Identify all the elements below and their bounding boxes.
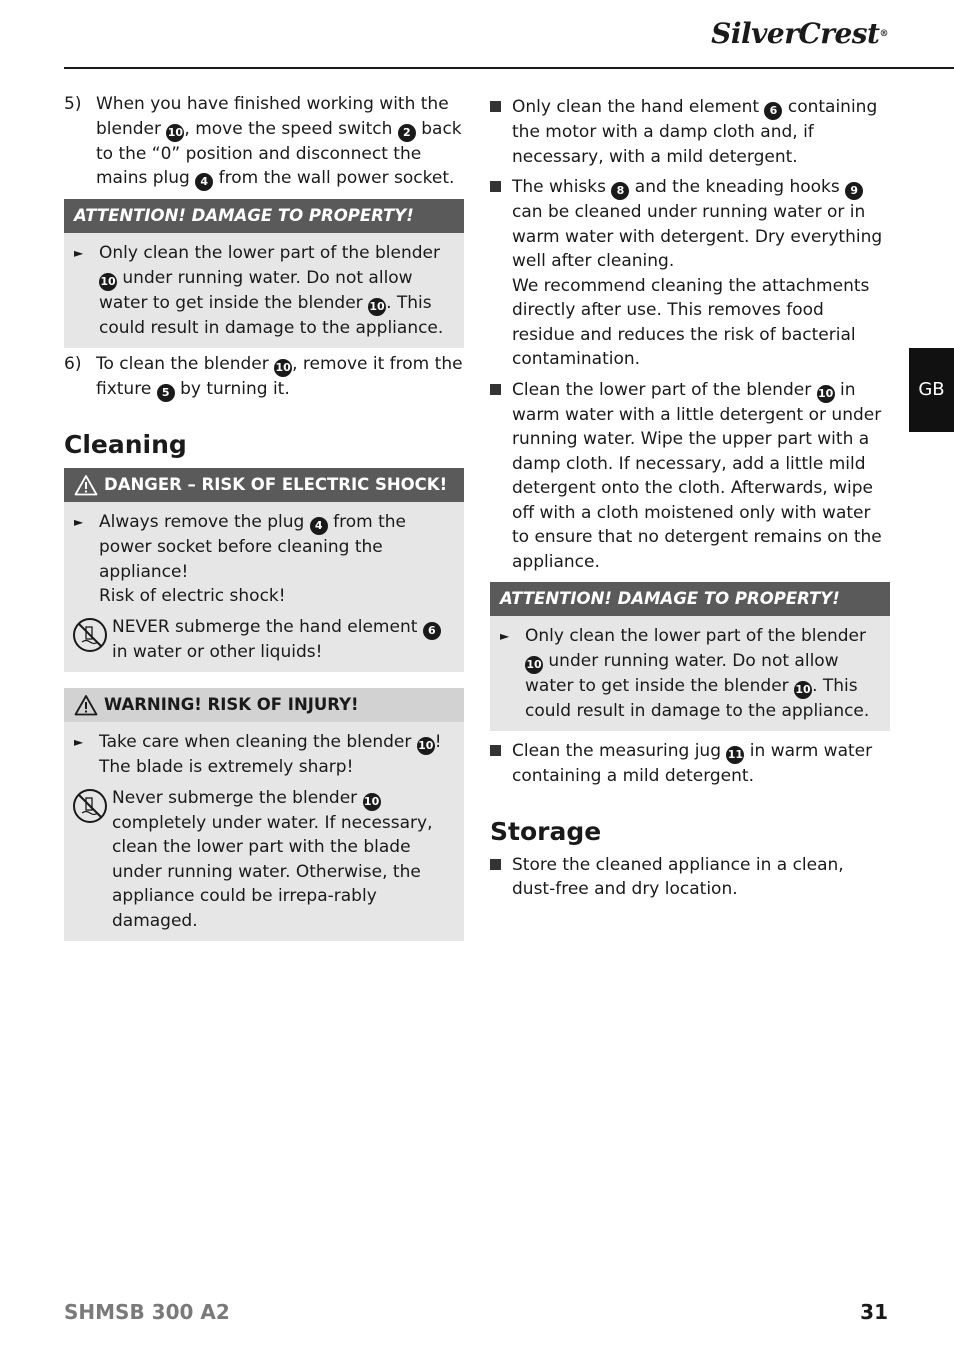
no-submerge-icon <box>72 615 112 665</box>
page-number: 31 <box>860 1300 888 1324</box>
square-bullet-icon <box>490 95 512 169</box>
danger-box <box>64 468 464 672</box>
warning-triangle-icon <box>74 474 98 496</box>
part-number-badge: 4 <box>195 173 213 191</box>
list-item: ► Only clean the lower part of the blender 10 under running water. Do not allow water to get inside the blender 10. This could result in damage to the appliance. <box>74 241 454 340</box>
arrow-bullet-icon: ► <box>74 735 84 749</box>
list-item: ► Always remove the plug 4 from the power socket before cleaning the appliance! Risk of electric shock! <box>74 510 454 609</box>
part-number-badge: 10 <box>166 124 184 142</box>
part-number-badge: 10 <box>363 793 381 811</box>
danger-title: DANGER – RISK OF ELECTRIC SHOCK! <box>64 468 464 502</box>
warning-box <box>64 688 464 941</box>
part-number-badge: 8 <box>611 182 629 200</box>
part-number-badge: 11 <box>726 746 744 764</box>
part-number-badge: 2 <box>398 124 416 142</box>
list-item: NEVER submerge the hand element 6 in water or other liquids! <box>74 615 454 665</box>
attention-box <box>64 199 464 348</box>
footer-model: SHMSB 300 A2 <box>64 1300 230 1324</box>
part-number-badge: 4 <box>310 517 328 535</box>
list-item: ► Take care when cleaning the blender 10! The blade is extremely sharp! <box>74 730 454 780</box>
warning-triangle-icon <box>74 694 98 716</box>
list-item: ► Only clean the lower part of the blender 10 under running water. Do not allow water to get inside the blender 10. This could result in damage to the appliance. <box>500 624 880 723</box>
step-text: When you have finished working with the blender 10, move the speed switch 2 back to the “0” position and disconnect the mains plug 4 from the wall power socket. <box>96 92 464 191</box>
list-item: Clean the measuring jug 11 in warm water containing a mild detergent. <box>490 739 890 789</box>
brand-logo: SilverCrest® <box>711 17 888 50</box>
attention-box <box>490 582 890 731</box>
square-bullet-icon <box>490 739 512 789</box>
step-number: 5) <box>64 94 82 114</box>
arrow-bullet-icon: ► <box>74 246 84 260</box>
part-number-badge: 9 <box>845 182 863 200</box>
section-heading-cleaning: Cleaning <box>64 430 187 459</box>
list-item: Never submerge the blender 10 completely under water. If necessary, clean the lower part with the blade under running water. Otherwise, the appliance could be irrepa-rably damaged. <box>74 786 454 934</box>
left-column <box>64 92 464 941</box>
arrow-bullet-icon: ► <box>74 515 84 529</box>
section-heading-storage: Storage <box>490 816 602 846</box>
step-number: 6) <box>64 354 82 374</box>
part-number-badge: 10 <box>274 359 292 377</box>
arrow-bullet-icon: ► <box>500 629 510 643</box>
part-number-badge: 6 <box>764 102 782 120</box>
part-number-badge: 5 <box>157 384 175 402</box>
part-number-badge: 6 <box>423 622 441 640</box>
part-number-badge: 10 <box>817 385 835 403</box>
square-bullet-icon <box>490 378 512 575</box>
part-number-badge: 10 <box>794 681 812 699</box>
part-number-badge: 10 <box>99 273 117 291</box>
attention-title: ATTENTION! DAMAGE TO PROPERTY! <box>490 582 890 616</box>
list-item: Only clean the hand element 6 containing the motor with a damp cloth and, if necessary, with a mild detergent. <box>490 95 890 169</box>
part-number-badge: 10 <box>417 737 435 755</box>
square-bullet-icon <box>490 175 512 372</box>
right-column <box>490 95 890 908</box>
no-submerge-icon <box>72 786 112 934</box>
warning-title: WARNING! RISK OF INJURY! <box>64 688 464 722</box>
part-number-badge: 10 <box>368 298 386 316</box>
list-item: The whisks 8 and the kneading hooks 9 can be cleaned under running water or in warm water with detergent. Dry everything well after cleaning. We recommend cleaning the attachments directly after use. This removes food residue and reduces the risk of bacterial contamination. <box>490 175 890 372</box>
step-6 <box>64 352 464 402</box>
step-5 <box>64 92 464 191</box>
part-number-badge: 10 <box>525 656 543 674</box>
language-tab: GB <box>909 348 954 432</box>
square-bullet-icon <box>490 853 512 902</box>
attention-title: ATTENTION! DAMAGE TO PROPERTY! <box>64 199 464 233</box>
list-item: Store the cleaned appliance in a clean, dust-free and dry location. <box>490 853 890 902</box>
step-text: To clean the blender 10, remove it from the fixture 5 by turning it. <box>96 352 464 402</box>
header-rule <box>64 67 954 69</box>
list-item: Clean the lower part of the blender 10 in warm water with a little detergent or under running water. Wipe the upper part with a damp cloth. If necessary, add a little mild detergent onto the cloth. Afterwards, wipe off with a cloth moistened only with water to ensure that no detergent remains on the appliance. <box>490 378 890 575</box>
